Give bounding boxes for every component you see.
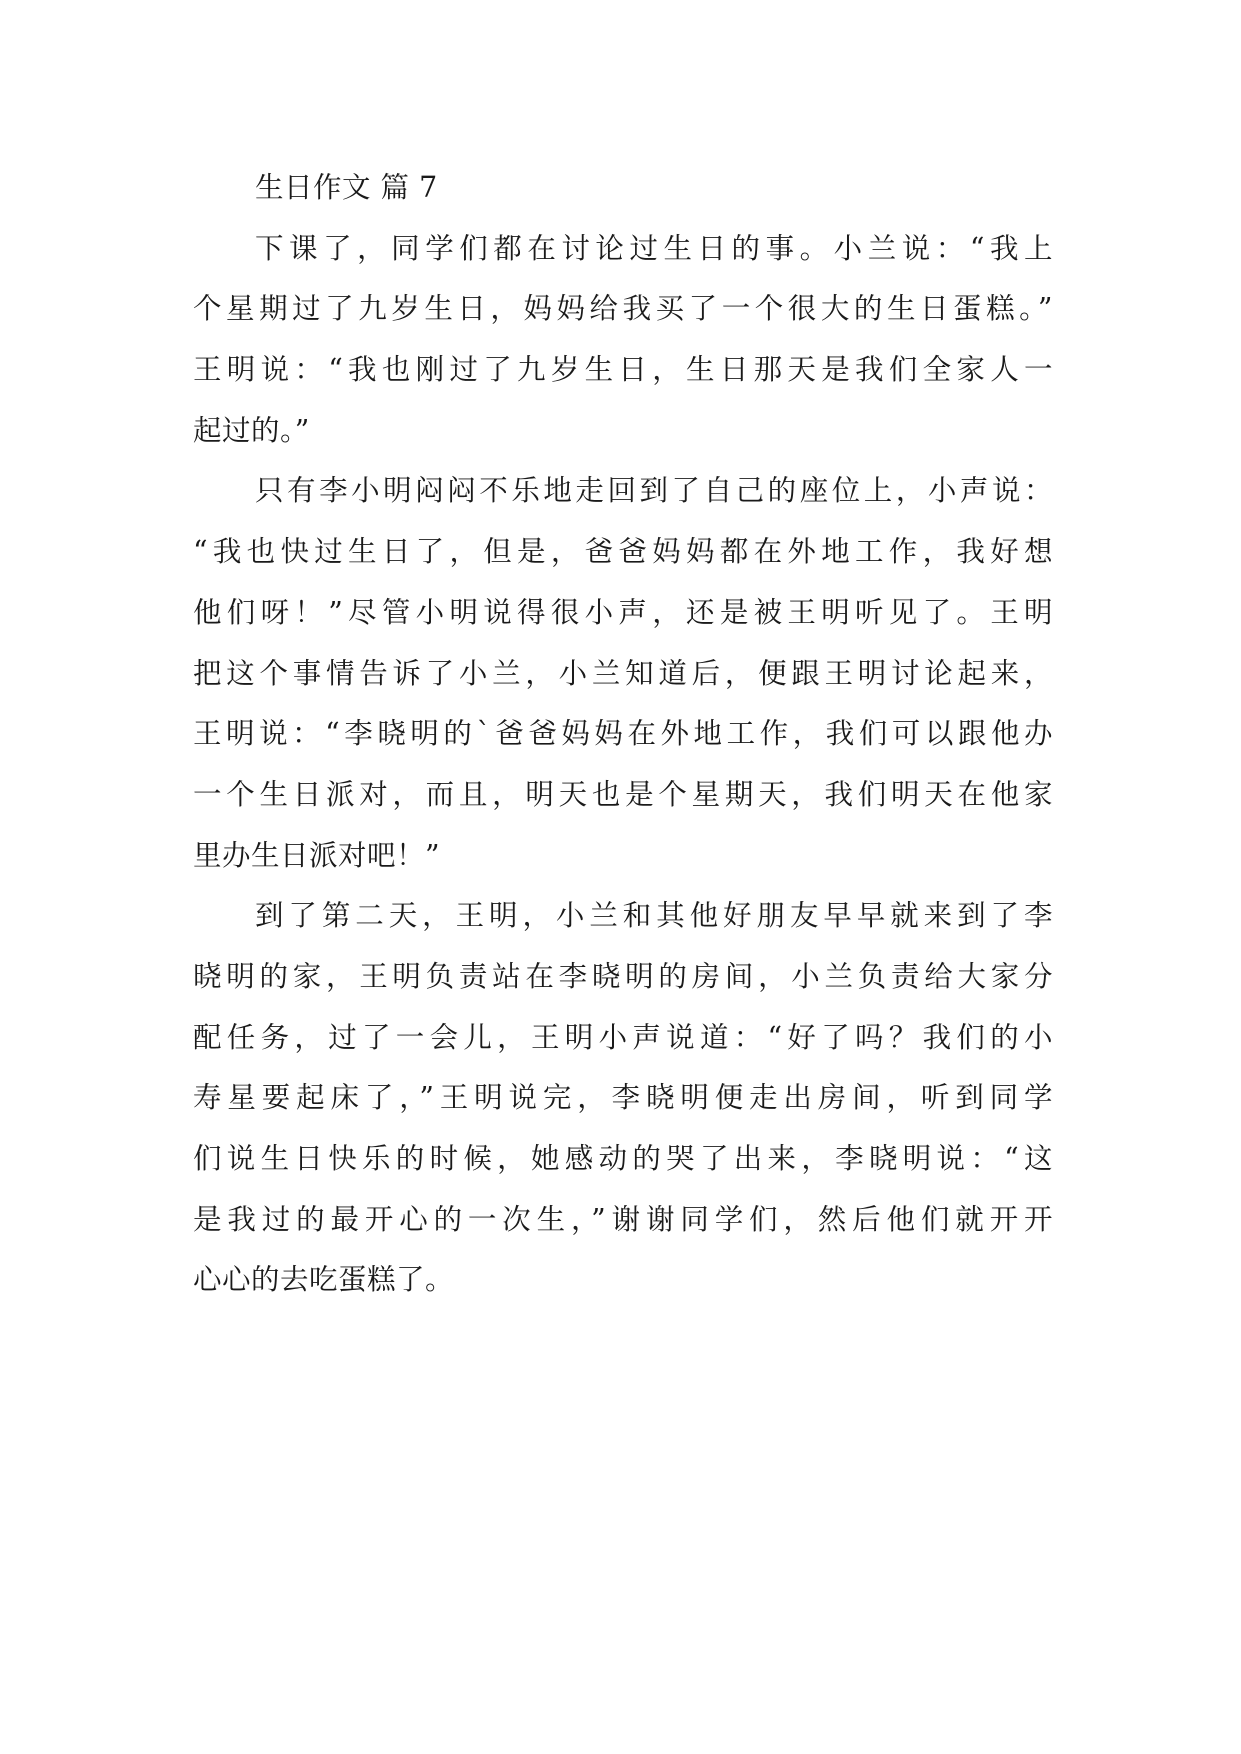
paragraph-line: 寿星要起床了，”王明说完，李晓明便走出房间，听到同学 [193, 1081, 1053, 1115]
paragraph-line: 里办生日派对吧！” [193, 838, 441, 872]
paragraph-line: “我也快过生日了，但是，爸爸妈妈都在外地工作，我好想 [193, 535, 1053, 569]
paragraph-line: 王明说：“我也刚过了九岁生日，生日那天是我们全家人一 [193, 353, 1053, 387]
paragraph-line: 起过的。” [193, 413, 310, 447]
paragraph-line: 到了第二天，王明，小兰和其他好朋友早早就来到了李 [255, 899, 1053, 933]
paragraph-line: 个星期过了九岁生日，妈妈给我买了一个很大的生日蛋糕。” [193, 292, 1053, 326]
paragraph-3 [193, 886, 1053, 1311]
article-title: 生日作文 篇 7 [255, 171, 438, 204]
article-body [193, 158, 1053, 1311]
paragraph-line: 王明说：“李晓明的`爸爸妈妈在外地工作，我们可以跟他办 [193, 717, 1053, 751]
paragraph-line: 晓明的家，王明负责站在李晓明的房间，小兰负责给大家分 [193, 959, 1053, 993]
paragraph-1 [193, 219, 1053, 462]
paragraph-2 [193, 461, 1053, 886]
paragraph-line: 他们呀！”尽管小明说得很小声，还是被王明听见了。王明 [193, 595, 1053, 629]
paragraph-line: 一个生日派对，而且，明天也是个星期天，我们明天在他家 [193, 777, 1053, 811]
paragraph-line: 心心的去吃蛋糕了。 [193, 1263, 455, 1297]
paragraph-line: 们说生日快乐的时候，她感动的哭了出来，李晓明说：“这 [193, 1142, 1053, 1175]
paragraph-line: 配任务，过了一会儿，王明小声说道：“好了吗？我们的小 [193, 1020, 1053, 1054]
paragraph-line: 下课了，同学们都在讨论过生日的事。小兰说：“我上 [255, 231, 1053, 265]
paragraph-line: 把这个事情告诉了小兰，小兰知道后，便跟王明讨论起来， [193, 656, 1053, 690]
paragraph-line: 是我过的最开心的一次生，”谢谢同学们，然后他们就开开 [193, 1202, 1053, 1236]
paragraph-line: 只有李小明闷闷不乐地走回到了自己的座位上，小声说： [255, 474, 1053, 508]
